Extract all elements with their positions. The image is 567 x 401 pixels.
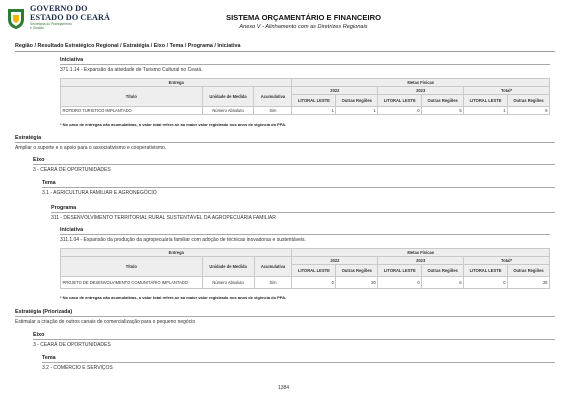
tema-text: 3.1 - AGRICULTURA FAMILIAR E AGRONEGÓCIO — [42, 187, 555, 196]
tema-text: 3.2 - COMÉRCIO E SERVIÇOS — [42, 362, 555, 371]
cell-value: 0 — [292, 277, 336, 289]
year-2023-header: 2023 — [378, 257, 464, 265]
litoral-header: LITORAL LESTE — [292, 265, 336, 277]
cell-value: 26 — [508, 277, 550, 289]
year-2023-header: 2023 — [378, 87, 464, 95]
footnote: * No caso de entregas não acumulativas, o valor total refere-se ao maior valor registrado nos anos de vigência do PPA. — [60, 295, 287, 300]
cell-value: 0 — [378, 277, 422, 289]
estrategia-section-2 — [15, 309, 555, 325]
logo-line-2: ESTADO DO CEARÁ — [30, 12, 111, 22]
footnote: * No caso de entregas não acumulativas, o valor total refere-se ao maior valor registrado nos anos de vigência do PPA. — [60, 122, 287, 127]
breadcrumb: Região / Resultado Estratégico Regional / Estratégia / Eixo / Tema / Programa / Iniciativa — [15, 43, 555, 52]
programa-text: 311 - DESENVOLVIMENTO TERRITORIAL RURAL SUSTENTÁVEL DA AGROPECUÁRIA FAMILIAR — [51, 212, 555, 221]
year-2022-header: 2022 — [292, 87, 378, 95]
cell-value: 6 — [508, 107, 550, 115]
cell-value: 6 — [422, 277, 464, 289]
estrategia-section-1 — [15, 135, 555, 151]
iniciativa-label: Iniciativa — [60, 57, 84, 63]
cell-value: 1 — [336, 107, 378, 115]
cell-titulo: ROTEIRO TURISTICO IMPLANTADO — [61, 107, 203, 115]
unidade-header: Unidade de Medida — [202, 257, 254, 277]
litoral-header: LITORAL LESTE — [464, 265, 508, 277]
tema-label: Tema — [42, 180, 56, 186]
iniciativa-label: Iniciativa — [60, 227, 84, 233]
metas-table-1 — [60, 78, 550, 115]
entrega-header: Entrega — [61, 249, 292, 257]
tema-section-1 — [42, 180, 555, 196]
tema-section-2 — [42, 355, 555, 371]
cell-value: 5 — [422, 107, 464, 115]
outras-header: Outras Regiões — [336, 265, 378, 277]
titulo-header: Título — [61, 87, 203, 107]
document-header — [0, 0, 567, 40]
total-header: Total* — [464, 257, 550, 265]
programa-label: Programa — [51, 205, 77, 211]
iniciativa-text: 311.1.04 - Expansão da produção da agropecuária familiar com adoção de técnicas inovadoras e sustentáveis. — [60, 234, 550, 243]
table-row — [61, 107, 550, 115]
year-2022-header: 2022 — [292, 257, 378, 265]
metas-header: Metas Físicas — [292, 79, 550, 87]
logo-sub-1: Secretaria do Planejamento — [30, 22, 72, 26]
cell-acumulativa: Sim — [254, 277, 292, 289]
outras-header: Outras Regiões — [422, 95, 464, 107]
acumulativa-header: Acumulativa — [254, 87, 292, 107]
eixo-section-2 — [33, 332, 555, 348]
eixo-section-1 — [33, 157, 555, 173]
eixo-label: Eixo — [33, 332, 45, 338]
titulo-header: Título — [61, 257, 203, 277]
estrategia-label: Estratégia — [15, 135, 42, 141]
total-header: Total* — [464, 87, 550, 95]
system-title: SISTEMA ORÇAMENTÁRIO E FINANCEIRO — [226, 13, 381, 22]
litoral-header: LITORAL LESTE — [464, 95, 508, 107]
cell-value: 1 — [292, 107, 336, 115]
page-number: 1384 — [277, 385, 290, 391]
outras-header: Outras Regiões — [508, 265, 550, 277]
unidade-header: Unidade de Medida — [202, 87, 254, 107]
table-row — [61, 277, 550, 289]
cell-unidade: Número Absoluto — [202, 277, 254, 289]
cell-value: 1 — [464, 107, 508, 115]
outras-header: Outras Regiões — [422, 265, 464, 277]
iniciativa-section-2 — [60, 227, 550, 243]
entrega-header: Entrega — [61, 79, 292, 87]
tema-label: Tema — [42, 355, 56, 361]
outras-header: Outras Regiões — [336, 95, 378, 107]
annex-subtitle: Anexo V - Alinhamento com as Diretrizes Regionais — [239, 24, 368, 30]
cell-value: 20 — [336, 277, 378, 289]
acumulativa-header: Acumulativa — [254, 257, 292, 277]
programa-section — [51, 205, 555, 221]
outras-header: Outras Regiões — [508, 95, 550, 107]
litoral-header: LITORAL LESTE — [292, 95, 336, 107]
litoral-header: LITORAL LESTE — [378, 95, 422, 107]
cell-value: 0 — [378, 107, 422, 115]
estrategia-label: Estratégia (Priorizada) — [15, 309, 73, 315]
eixo-label: Eixo — [33, 157, 45, 163]
iniciativa-section-1 — [60, 57, 550, 73]
logo-sub-2: e Gestão — [30, 25, 44, 30]
estrategia-text: Ampliar o suporte e o apoio para o associativismo e cooperativismo. — [15, 142, 555, 151]
litoral-header: LITORAL LESTE — [378, 265, 422, 277]
logo-line-1: GOVERNO DO — [30, 4, 88, 13]
cell-value: 0 — [464, 277, 508, 289]
eixo-text: 3 - CEARÁ DE OPORTUNIDADES — [33, 339, 555, 348]
eixo-text: 3 - CEARÁ DE OPORTUNIDADES — [33, 164, 555, 173]
estrategia-text: Estimular a criação de outros canais de comercialização para o pequeno negócio — [15, 316, 555, 325]
metas-header: Metas Físicas — [292, 249, 550, 257]
cell-acumulativa: Sim — [254, 107, 292, 115]
metas-table-2 — [60, 248, 550, 289]
cell-unidade: Número Absoluto — [202, 107, 254, 115]
iniciativa-text: 371.1.14 - Expansão da atividade de Turismo Cultural no Ceará. — [60, 64, 550, 73]
cell-titulo: PROJETO DE DESENVOLVIMENTO COMUNITÁRIO IMPLANTADO — [61, 277, 203, 289]
